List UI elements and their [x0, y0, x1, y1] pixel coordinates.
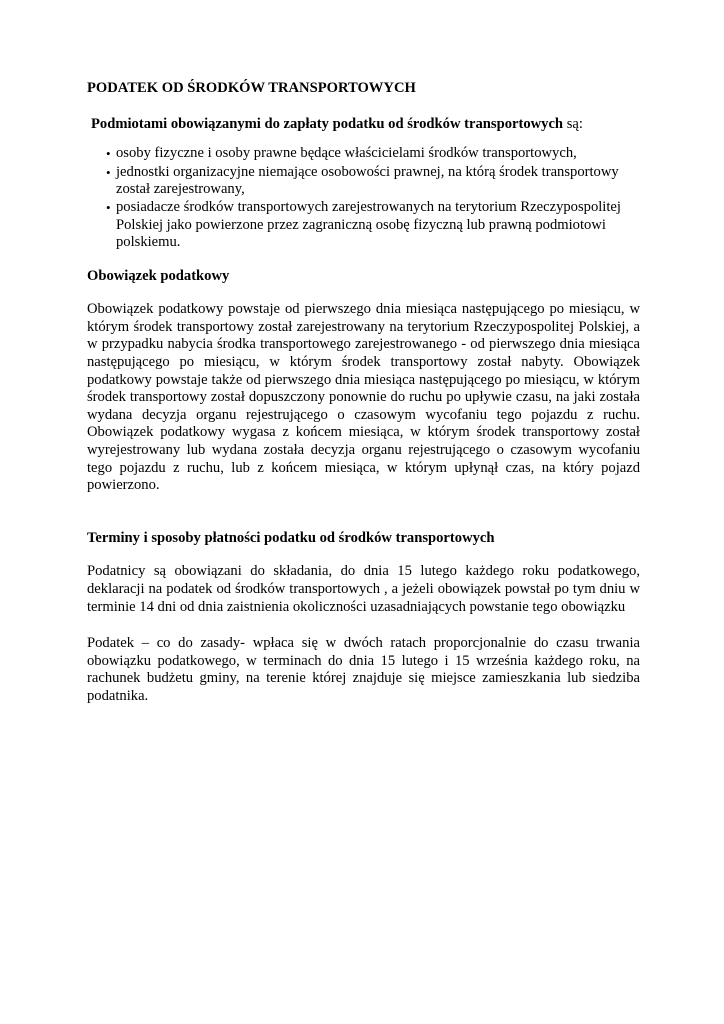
- spacer: [87, 495, 640, 530]
- payment-terms-paragraph-1: Podatnicy są obowiązani do składania, do dnia 15 lutego każdego roku podatkowego, deklaracji na podatek od środków transportowych , a jeżeli obowiązek powstał po tym dniu w terminie 14 dni od dnia zaistnienia okoliczności uzasadniających powstanie tego obowiązku: [87, 563, 640, 615]
- list-item-text: posiadacze środków transportowych zarejestrowanych na terytorium Rzeczypospolitej Polskiej jako powierzone przez zagraniczną osobę fizyczną lub prawną podmiotowi polskiemu.: [116, 199, 621, 251]
- subject-intro-bold: Podmiotami obowiązanymi do zapłaty podatku od środków transportowych: [91, 115, 564, 132]
- list-item: [87, 164, 640, 199]
- subject-intro-tail: są:: [563, 115, 583, 132]
- spacer: [87, 616, 640, 635]
- section-heading-payment-terms: Terminy i sposoby płatności podatku od środków transportowych: [87, 529, 495, 546]
- subject-intro: [91, 116, 640, 134]
- list-item-text: jednostki organizacyjne niemające osobowości prawnej, na którą środek transportowy został zarejestrowany,: [116, 163, 619, 197]
- list-item: [87, 145, 640, 162]
- taxpayer-list: [87, 145, 640, 251]
- document-page: [87, 80, 640, 706]
- list-item: [87, 199, 640, 251]
- tax-obligation-paragraph: Obowiązek podatkowy powstaje od pierwszego dnia miesiąca następującego po miesiącu, w którym środek transportowy został zarejestrowany na terytorium Rzeczypospolitej Polskiej, a w przypadku nabycia środka transportowego zarejestrowanego - od pierwszego dnia miesiąca następującego po miesiącu, w którym środek transportowy został nabyty. Obowiązek podatkowy powstaje także od pierwszego dnia miesiąca następującego po miesiącu, w którym środek transportowy został dopuszczony ponownie do ruchu po upływie czasu, na jaki została wydana decyzja organu rejestrującego o czasowym wycofaniu tego pojazdu z ruchu. Obowiązek podatkowy wygasa z końcem miesiąca, w którym środek transportowy został wyrejestrowany lub wydana została decyzja organu rejestrującego o czasowym wycofaniu tego pojazdu z ruchu, lub z końcem miesiąca, w którym upłynął czas, na który pojazd powierzono.: [87, 301, 640, 494]
- list-item-text: osoby fizyczne i osoby prawne będące właścicielami środków transportowych,: [116, 145, 577, 162]
- section-heading-tax-obligation: Obowiązek podatkowy: [87, 267, 230, 284]
- bullet-icon: •: [106, 164, 111, 180]
- bullet-icon: •: [106, 200, 111, 216]
- payment-terms-paragraph-2: Podatek – co do zasady- wpłaca się w dwóch ratach proporcjonalnie do czasu trwania obowiązku podatkowego, w terminach do dnia 15 lutego i 15 września każdego roku, na rachunek budżetu gminy, na terenie której znajduje się miejsce zamieszkania lub siedziba podatnika.: [87, 635, 640, 704]
- document-title: PODATEK OD ŚRODKÓW TRANSPORTOWYCH: [87, 80, 416, 96]
- bullet-icon: •: [106, 146, 111, 162]
